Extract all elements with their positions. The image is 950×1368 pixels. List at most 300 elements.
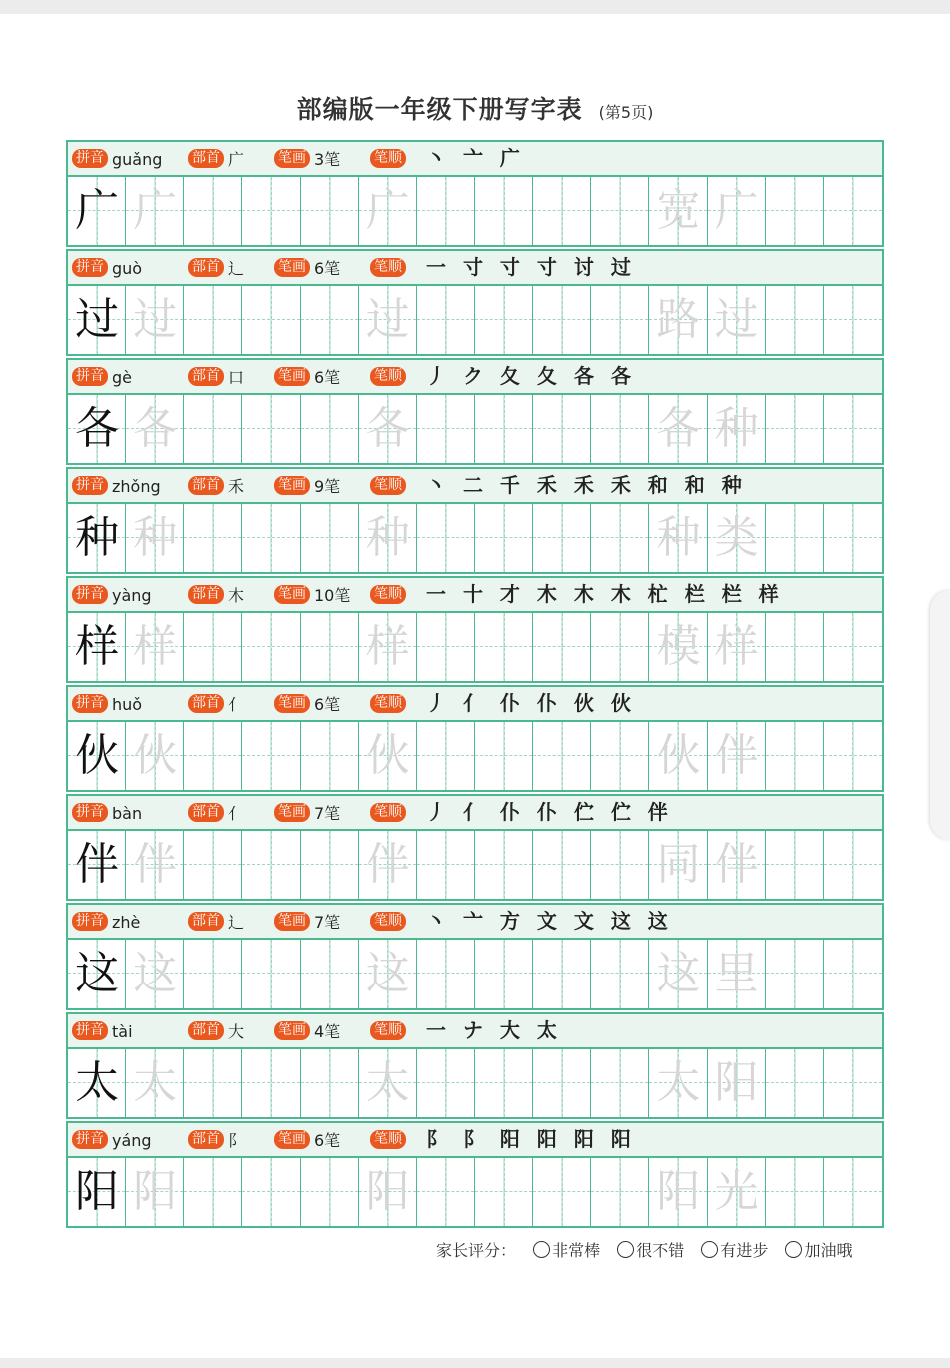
stroke-order-sequence: 丶 亠 广 (426, 146, 525, 170)
stroke-count-field (274, 796, 340, 829)
character-info-bar (68, 142, 882, 177)
writing-cell[interactable] (591, 1049, 649, 1117)
trace-character: 模 (656, 621, 701, 672)
trace-character: 种 (133, 512, 178, 563)
stroke-order-sequence: 阝 阝 阳 阳 阳 阳 (426, 1127, 636, 1151)
radical-field-value: 木 (228, 586, 245, 605)
writing-cell[interactable] (417, 504, 475, 572)
writing-cell[interactable] (242, 286, 300, 354)
stroke-count-field-tag: 笔画 (274, 367, 310, 386)
stroke-order-field (370, 687, 406, 720)
writing-cell[interactable] (708, 504, 766, 572)
writing-cell[interactable] (824, 722, 882, 790)
character-block (66, 903, 884, 1010)
pinyin-field-tag: 拼音 (72, 694, 108, 713)
writing-cell[interactable] (649, 504, 707, 572)
stroke-count-field (274, 1123, 340, 1156)
writing-cell[interactable] (708, 940, 766, 1008)
trace-character: 这 (656, 948, 701, 999)
stroke-order-sequence: 一 寸 寸 寸 讨 过 (426, 255, 636, 279)
writing-cell[interactable] (766, 613, 824, 681)
pinyin-field-value: guò (112, 259, 143, 278)
writing-cell[interactable] (359, 1049, 417, 1117)
writing-cell[interactable] (126, 1158, 184, 1226)
trace-character: 样 (714, 621, 759, 672)
radio-circle-icon[interactable] (785, 1241, 802, 1258)
model-character: 伙 (75, 730, 120, 781)
writing-cell[interactable] (649, 395, 707, 463)
writing-cell[interactable] (591, 286, 649, 354)
writing-cell[interactable] (184, 177, 242, 245)
writing-cell[interactable] (591, 613, 649, 681)
radio-circle-icon[interactable] (701, 1241, 718, 1258)
character-block (66, 685, 884, 792)
stroke-count-field-tag: 笔画 (274, 585, 310, 604)
character-block (66, 794, 884, 901)
trace-character: 阳 (365, 1166, 410, 1217)
writing-cell[interactable] (242, 395, 300, 463)
pinyin-field-value: zhè (112, 913, 141, 932)
writing-cell[interactable] (68, 504, 126, 572)
stroke-order-field-tag: 笔顺 (370, 694, 406, 713)
writing-cell[interactable] (475, 831, 533, 899)
writing-cell[interactable] (766, 504, 824, 572)
radical-field-value: 亻 (228, 804, 245, 823)
writing-cell[interactable] (649, 1049, 707, 1117)
writing-cell[interactable] (824, 831, 882, 899)
rating-option-keep-going[interactable]: 加油哦 (785, 1241, 852, 1260)
writing-cell[interactable] (766, 722, 824, 790)
writing-cell[interactable] (417, 177, 475, 245)
writing-grid (68, 831, 882, 899)
stroke-order-sequence: 一 ナ 大 太 (426, 1018, 562, 1042)
writing-grid (68, 395, 882, 463)
trace-character: 样 (133, 621, 178, 672)
writing-cell[interactable] (359, 504, 417, 572)
writing-cell[interactable] (824, 613, 882, 681)
writing-cell[interactable] (68, 177, 126, 245)
rating-option-improved[interactable]: 有进步 (701, 1241, 768, 1260)
stroke-order-field (370, 1123, 406, 1156)
writing-cell[interactable] (708, 831, 766, 899)
writing-cell[interactable] (68, 940, 126, 1008)
writing-cell[interactable] (417, 722, 475, 790)
stroke-count-field-value: 6笔 (314, 368, 341, 387)
writing-cell[interactable] (359, 831, 417, 899)
stroke-count-field-tag: 笔画 (274, 1130, 310, 1149)
trace-character: 过 (133, 294, 178, 345)
rating-label: 家长评分： (436, 1241, 517, 1260)
writing-grid (68, 1158, 882, 1226)
character-block (66, 1012, 884, 1119)
radical-field-tag: 部首 (188, 1021, 224, 1040)
stroke-count-field (274, 142, 340, 175)
writing-cell[interactable] (184, 1158, 242, 1226)
writing-cell[interactable] (242, 504, 300, 572)
pinyin-field-value: gè (112, 368, 132, 387)
writing-cell[interactable] (126, 504, 184, 572)
writing-grid (68, 940, 882, 1008)
radical-field-tag: 部首 (188, 149, 224, 168)
trace-character: 太 (133, 1057, 178, 1108)
writing-cell[interactable] (417, 1158, 475, 1226)
edge-scroll-handle[interactable] (930, 590, 950, 840)
radical-field (188, 142, 244, 175)
writing-grid (68, 613, 882, 681)
writing-cell[interactable] (242, 177, 300, 245)
trace-character: 路 (656, 294, 701, 345)
pinyin-field (72, 796, 142, 829)
stroke-order-field (370, 796, 406, 829)
writing-cell[interactable] (591, 177, 649, 245)
writing-cell[interactable] (126, 177, 184, 245)
pinyin-field-tag: 拼音 (72, 1021, 108, 1040)
writing-cell[interactable] (649, 831, 707, 899)
writing-cell[interactable] (766, 940, 824, 1008)
character-info-bar (68, 251, 882, 286)
stroke-order-sequence: 丿 亻 仆 仆 伙 伙 (426, 691, 636, 715)
writing-cell[interactable] (301, 1049, 359, 1117)
writing-cell[interactable] (824, 395, 882, 463)
writing-cell[interactable] (301, 613, 359, 681)
pinyin-field (72, 1123, 152, 1156)
trace-character: 广 (133, 185, 178, 236)
writing-cell[interactable] (766, 177, 824, 245)
radical-field (188, 1123, 244, 1156)
writing-cell[interactable] (533, 613, 591, 681)
stroke-count-field-value: 3笔 (314, 150, 341, 169)
pinyin-field (72, 905, 140, 938)
trace-character: 广 (714, 185, 759, 236)
writing-cell[interactable] (184, 940, 242, 1008)
trace-character: 种 (714, 403, 759, 454)
writing-cell[interactable] (649, 286, 707, 354)
radical-field-value: 禾 (228, 477, 245, 496)
writing-cell[interactable] (824, 286, 882, 354)
writing-cell[interactable] (242, 831, 300, 899)
writing-cell[interactable] (649, 722, 707, 790)
stroke-order-field-tag: 笔顺 (370, 149, 406, 168)
pinyin-field-tag: 拼音 (72, 912, 108, 931)
writing-cell[interactable] (649, 1158, 707, 1226)
character-block (66, 249, 884, 356)
writing-cell[interactable] (824, 504, 882, 572)
stroke-count-field-tag: 笔画 (274, 1021, 310, 1040)
writing-cell[interactable] (359, 722, 417, 790)
writing-cell[interactable] (649, 177, 707, 245)
character-info-bar (68, 469, 882, 504)
radical-field (188, 1014, 244, 1047)
writing-grid (68, 177, 882, 245)
stroke-order-field-tag: 笔顺 (370, 1021, 406, 1040)
stroke-count-field (274, 469, 340, 502)
writing-cell[interactable] (68, 831, 126, 899)
writing-cell[interactable] (475, 940, 533, 1008)
stroke-order-field (370, 251, 406, 284)
writing-cell[interactable] (533, 286, 591, 354)
writing-cell[interactable] (417, 940, 475, 1008)
writing-cell[interactable] (242, 722, 300, 790)
writing-cell[interactable] (242, 940, 300, 1008)
writing-cell[interactable] (475, 1158, 533, 1226)
writing-grid (68, 504, 882, 572)
stroke-order-field-tag: 笔顺 (370, 367, 406, 386)
writing-cell[interactable] (708, 1158, 766, 1226)
writing-cell[interactable] (417, 613, 475, 681)
trace-character: 伴 (133, 839, 178, 890)
model-character: 各 (75, 403, 120, 454)
writing-cell[interactable] (708, 1049, 766, 1117)
stroke-order-field-tag: 笔顺 (370, 476, 406, 495)
trace-character: 里 (714, 948, 759, 999)
trace-character: 这 (365, 948, 410, 999)
radical-field (188, 796, 244, 829)
stroke-order-field-tag: 笔顺 (370, 912, 406, 931)
writing-cell[interactable] (708, 613, 766, 681)
trace-character: 阳 (656, 1166, 701, 1217)
writing-cell[interactable] (708, 286, 766, 354)
trace-character: 伙 (656, 730, 701, 781)
model-character: 样 (75, 621, 120, 672)
writing-cell[interactable] (301, 177, 359, 245)
stroke-order-field-tag: 笔顺 (370, 258, 406, 277)
writing-cell[interactable] (475, 722, 533, 790)
writing-cell[interactable] (533, 940, 591, 1008)
writing-cell[interactable] (533, 1049, 591, 1117)
character-info-bar (68, 687, 882, 722)
writing-cell[interactable] (533, 831, 591, 899)
writing-cell[interactable] (68, 722, 126, 790)
radio-circle-icon[interactable] (617, 1241, 634, 1258)
stroke-count-field-tag: 笔画 (274, 149, 310, 168)
trace-character: 同 (656, 839, 701, 890)
writing-cell[interactable] (184, 395, 242, 463)
character-info-bar (68, 1123, 882, 1158)
writing-cell[interactable] (242, 1158, 300, 1226)
writing-cell[interactable] (184, 504, 242, 572)
writing-cell[interactable] (184, 613, 242, 681)
pinyin-field (72, 360, 132, 393)
writing-cell[interactable] (301, 395, 359, 463)
writing-cell[interactable] (649, 940, 707, 1008)
writing-cell[interactable] (417, 831, 475, 899)
model-character: 过 (75, 294, 120, 345)
radical-field-value: 阝 (228, 1131, 245, 1150)
trace-character: 宽 (656, 185, 701, 236)
radical-field (188, 360, 244, 393)
writing-cell[interactable] (533, 722, 591, 790)
stroke-count-field (274, 578, 350, 611)
writing-cell[interactable] (126, 1049, 184, 1117)
radical-field (188, 687, 244, 720)
radical-field (188, 469, 244, 502)
writing-cell[interactable] (766, 1049, 824, 1117)
writing-cell[interactable] (68, 395, 126, 463)
page-number: (第5页) (598, 103, 654, 122)
writing-cell[interactable] (68, 613, 126, 681)
writing-cell[interactable] (824, 1158, 882, 1226)
pinyin-field-value: yáng (112, 1131, 152, 1150)
pinyin-field (72, 142, 162, 175)
writing-cell[interactable] (126, 940, 184, 1008)
writing-cell[interactable] (301, 286, 359, 354)
stroke-count-field-value: 6笔 (314, 695, 341, 714)
title-text: 部编版一年级下册写字表 (296, 95, 583, 124)
character-info-bar (68, 360, 882, 395)
trace-character: 阳 (714, 1057, 759, 1108)
writing-cell[interactable] (359, 286, 417, 354)
writing-cell[interactable] (766, 1158, 824, 1226)
writing-cell[interactable] (766, 395, 824, 463)
stroke-count-field-value: 9笔 (314, 477, 341, 496)
radio-circle-icon[interactable] (533, 1241, 550, 1258)
writing-cell[interactable] (475, 613, 533, 681)
writing-cell[interactable] (533, 1158, 591, 1226)
trace-character: 样 (365, 621, 410, 672)
model-character: 太 (75, 1057, 120, 1108)
writing-cell[interactable] (68, 286, 126, 354)
character-info-bar (68, 905, 882, 940)
writing-cell[interactable] (708, 722, 766, 790)
stroke-count-field (274, 251, 340, 284)
pinyin-field-tag: 拼音 (72, 367, 108, 386)
trace-character: 伙 (365, 730, 410, 781)
stroke-count-field-tag: 笔画 (274, 694, 310, 713)
writing-cell[interactable] (301, 504, 359, 572)
trace-character: 这 (133, 948, 178, 999)
model-character: 广 (75, 185, 120, 236)
writing-cell[interactable] (475, 177, 533, 245)
stroke-order-field (370, 142, 406, 175)
stroke-order-sequence: 丶 亠 方 文 文 这 这 (426, 909, 673, 933)
writing-cell[interactable] (242, 1049, 300, 1117)
radical-field (188, 578, 244, 611)
radical-field-tag: 部首 (188, 585, 224, 604)
trace-character: 类 (714, 512, 759, 563)
writing-cell[interactable] (359, 940, 417, 1008)
writing-cell[interactable] (417, 286, 475, 354)
writing-cell[interactable] (184, 722, 242, 790)
writing-cell[interactable] (359, 613, 417, 681)
writing-cell[interactable] (301, 1158, 359, 1226)
stroke-count-field-tag: 笔画 (274, 912, 310, 931)
worksheet-page (0, 14, 950, 1358)
writing-cell[interactable] (824, 940, 882, 1008)
writing-cell[interactable] (68, 1158, 126, 1226)
writing-cell[interactable] (417, 395, 475, 463)
writing-cell[interactable] (533, 177, 591, 245)
stroke-count-field (274, 687, 340, 720)
writing-cell[interactable] (184, 286, 242, 354)
radical-field-value: 口 (228, 368, 245, 387)
writing-cell[interactable] (708, 177, 766, 245)
trace-character: 各 (365, 403, 410, 454)
writing-cell[interactable] (417, 1049, 475, 1117)
writing-cell[interactable] (359, 177, 417, 245)
stroke-order-field-tag: 笔顺 (370, 585, 406, 604)
pinyin-field-value: guǎng (112, 150, 163, 169)
stroke-order-field-tag: 笔顺 (370, 1130, 406, 1149)
stroke-order-field (370, 905, 406, 938)
writing-cell[interactable] (184, 831, 242, 899)
writing-cell[interactable] (591, 722, 649, 790)
pinyin-field-tag: 拼音 (72, 476, 108, 495)
writing-cell[interactable] (301, 722, 359, 790)
stroke-order-sequence: 丿 亻 仆 仆 伫 伫 伴 (426, 800, 673, 824)
writing-cell[interactable] (824, 177, 882, 245)
writing-cell[interactable] (533, 395, 591, 463)
writing-cell[interactable] (533, 504, 591, 572)
writing-cell[interactable] (126, 395, 184, 463)
writing-cell[interactable] (68, 1049, 126, 1117)
trace-character: 过 (714, 294, 759, 345)
writing-cell[interactable] (126, 286, 184, 354)
trace-character: 过 (365, 294, 410, 345)
writing-cell[interactable] (591, 831, 649, 899)
pinyin-field-tag: 拼音 (72, 258, 108, 277)
writing-cell[interactable] (475, 504, 533, 572)
writing-cell[interactable] (766, 831, 824, 899)
writing-cell[interactable] (359, 1158, 417, 1226)
writing-cell[interactable] (475, 286, 533, 354)
radical-field-tag: 部首 (188, 912, 224, 931)
writing-cell[interactable] (126, 831, 184, 899)
writing-cell[interactable] (649, 613, 707, 681)
writing-cell[interactable] (242, 613, 300, 681)
trace-character: 伙 (133, 730, 178, 781)
writing-cell[interactable] (591, 1158, 649, 1226)
writing-cell[interactable] (475, 1049, 533, 1117)
writing-cell[interactable] (126, 613, 184, 681)
writing-cell[interactable] (301, 831, 359, 899)
character-info-bar (68, 578, 882, 613)
radical-field-value: 辶 (228, 913, 245, 932)
stroke-count-field-value: 6笔 (314, 259, 341, 278)
stroke-count-field-value: 7笔 (314, 913, 341, 932)
writing-cell[interactable] (591, 395, 649, 463)
rating-option-excellent[interactable]: 非常棒 (533, 1241, 600, 1260)
writing-cell[interactable] (359, 395, 417, 463)
pinyin-field-tag: 拼音 (72, 1130, 108, 1149)
writing-cell[interactable] (766, 286, 824, 354)
pinyin-field (72, 1014, 133, 1047)
pinyin-field-tag: 拼音 (72, 803, 108, 822)
writing-cell[interactable] (708, 395, 766, 463)
pinyin-field-tag: 拼音 (72, 149, 108, 168)
writing-cell[interactable] (301, 940, 359, 1008)
radical-field-value: 广 (228, 150, 245, 169)
writing-cell[interactable] (126, 722, 184, 790)
pinyin-field-value: yàng (112, 586, 152, 605)
writing-cell[interactable] (591, 504, 649, 572)
stroke-count-field-value: 7笔 (314, 804, 341, 823)
writing-cell[interactable] (824, 1049, 882, 1117)
stroke-count-field-value: 6笔 (314, 1131, 341, 1150)
stroke-order-sequence: 丶 二 千 禾 禾 禾 和 和 种 (426, 473, 747, 497)
rating-option-good[interactable]: 很不错 (617, 1241, 684, 1260)
radical-field-tag: 部首 (188, 367, 224, 386)
model-character: 伴 (75, 839, 120, 890)
stroke-count-field (274, 1014, 340, 1047)
pinyin-field-value: bàn (112, 804, 143, 823)
writing-cell[interactable] (184, 1049, 242, 1117)
character-block (66, 576, 884, 683)
character-info-bar (68, 1014, 882, 1049)
writing-cell[interactable] (475, 395, 533, 463)
stroke-count-field (274, 360, 340, 393)
radical-field-tag: 部首 (188, 258, 224, 277)
writing-cell[interactable] (591, 940, 649, 1008)
